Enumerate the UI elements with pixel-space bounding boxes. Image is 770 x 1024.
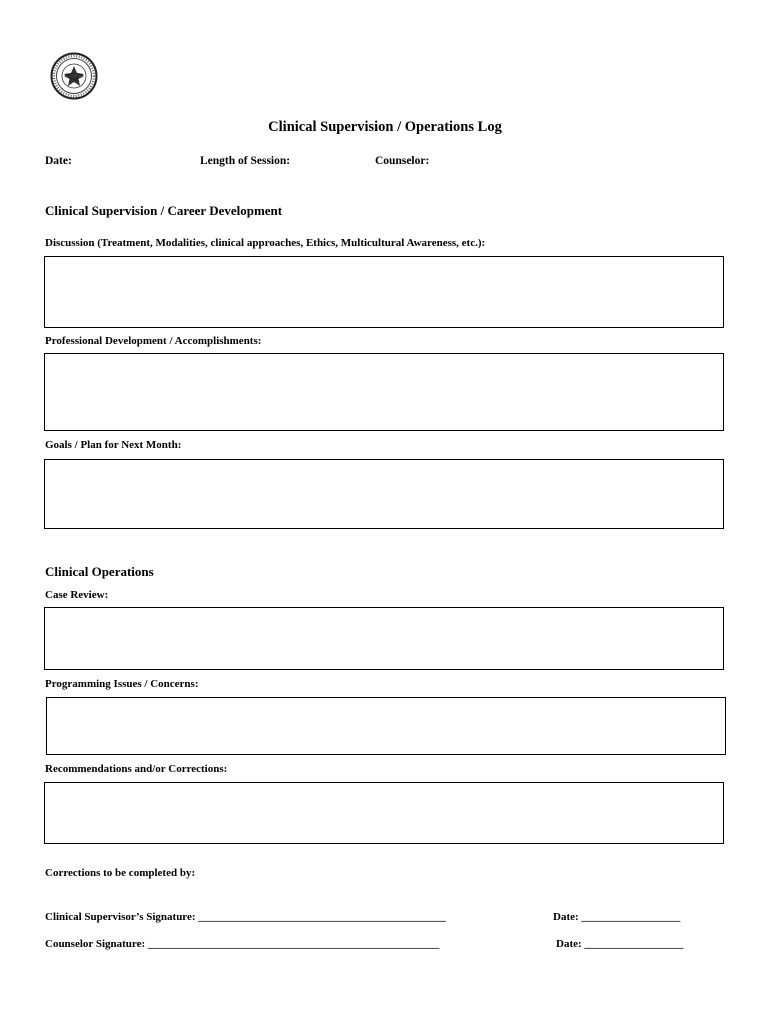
operations-heading: Clinical Operations [45, 564, 154, 579]
date-label: Date: [45, 155, 72, 167]
goals-label: Goals / Plan for Next Month: [45, 439, 182, 451]
programming-issues-field[interactable] [46, 697, 726, 755]
supervisor-date-line[interactable]: Date: __________________ [553, 911, 681, 923]
discussion-label: Discussion (Treatment, Modalities, clinical approaches, Ethics, Multicultural Awareness, etc.): [45, 237, 486, 249]
recommendations-field[interactable] [44, 782, 724, 844]
recommendations-label: Recommendations and/or Corrections: [45, 763, 228, 775]
supervision-heading: Clinical Supervision / Career Development [45, 203, 283, 218]
seal-icon [50, 52, 98, 100]
counselor-signature-line[interactable]: Counselor Signature: _____________________________________________________ [45, 938, 440, 950]
corrections-label: Corrections to be completed by: [45, 867, 196, 879]
counselor-date-line[interactable]: Date: __________________ [556, 938, 684, 950]
discussion-field[interactable] [44, 256, 724, 328]
case-review-field[interactable] [44, 607, 724, 670]
programming-issues-label: Programming Issues / Concerns: [45, 678, 199, 690]
supervisor-signature-line[interactable]: Clinical Supervisor’s Signature: _____________________________________________ [45, 911, 446, 923]
professional-development-label: Professional Development / Accomplishments: [45, 335, 262, 347]
counselor-label: Counselor: [375, 155, 430, 167]
professional-development-field[interactable] [44, 353, 724, 431]
case-review-label: Case Review: [45, 589, 109, 601]
page-title: Clinical Supervision / Operations Log [268, 119, 502, 135]
length-of-session-label: Length of Session: [200, 155, 291, 167]
goals-field[interactable] [44, 459, 724, 529]
